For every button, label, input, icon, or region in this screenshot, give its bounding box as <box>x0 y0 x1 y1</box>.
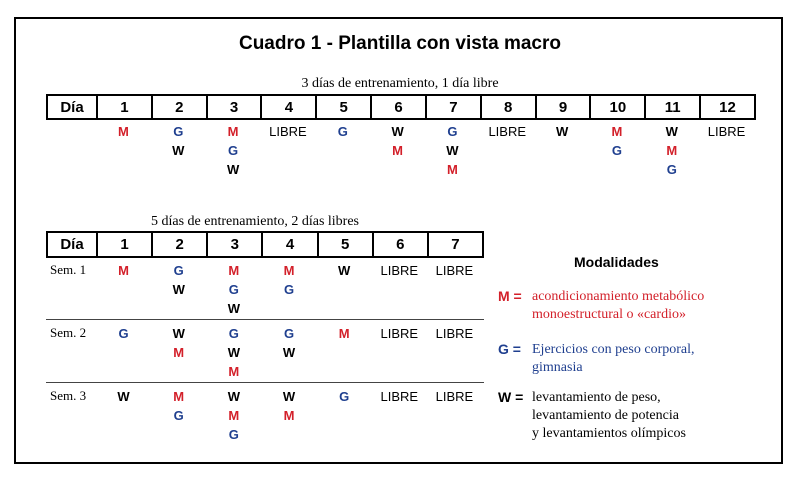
legend-text <box>532 288 704 324</box>
table2-day-1: 1 <box>96 233 151 256</box>
table2-mark: W <box>227 345 240 360</box>
table2-mark: G <box>118 326 129 341</box>
table2-subtitle: 5 días de entrenamiento, 2 días libres <box>151 214 359 229</box>
table1-mark: W <box>226 162 240 177</box>
week-separator <box>46 382 484 383</box>
table2-header <box>46 231 484 258</box>
week-label: Sem. 1 <box>50 262 87 277</box>
table1-day-11: 11 <box>644 96 699 118</box>
legend-line: y levantamientos olímpicos <box>532 426 686 441</box>
table1-mark: G <box>173 124 184 139</box>
table1-mark: G <box>666 162 677 177</box>
legend-line: acondicionamiento metabólico <box>532 289 705 304</box>
table1-day-4: 4 <box>260 96 315 118</box>
table2-mark: M <box>228 408 240 423</box>
table2-mark: M <box>338 326 350 341</box>
table2-mark: M <box>173 389 185 404</box>
table2-mark: LIBRE <box>435 326 474 341</box>
table1-mark: W <box>172 143 185 158</box>
table1-mark: M <box>117 124 129 139</box>
table1-mark: LIBRE <box>707 124 746 139</box>
table1-mark: M <box>446 162 458 177</box>
table2-mark: M <box>228 263 240 278</box>
table2-mark: G <box>283 282 295 297</box>
table1-day-10: 10 <box>589 96 644 118</box>
table2-mark: W <box>227 389 240 404</box>
table2-day-4: 4 <box>261 233 316 256</box>
week-separator <box>46 319 484 320</box>
week-label: Sem. 2 <box>50 325 87 340</box>
legend-text <box>532 389 686 443</box>
table2-mark: G <box>228 282 239 297</box>
table1-header-label: Día <box>60 98 84 116</box>
week-label: Sem. 3 <box>50 388 87 403</box>
table1-subtitle: 3 días de entrenamiento, 1 día libre <box>301 76 499 91</box>
table1-day-7: 7 <box>425 96 480 118</box>
legend-item <box>498 389 686 443</box>
table1-mark: M <box>227 124 239 139</box>
table1-mark: G <box>337 124 348 139</box>
table2-mark: W <box>227 301 240 316</box>
legend-text <box>532 341 695 377</box>
table1-day-8: 8 <box>480 96 535 118</box>
table1-mark: M <box>611 124 623 139</box>
table2-header-label: Día <box>60 236 84 253</box>
legend-key: M = <box>498 288 522 304</box>
table1-mark: W <box>446 143 459 158</box>
table2-mark: LIBRE <box>435 389 474 404</box>
table2-mark: LIBRE <box>435 263 474 278</box>
legend-item <box>498 341 695 377</box>
table2-mark: G <box>339 389 350 404</box>
table2-mark: M <box>283 263 295 278</box>
legend-line: gimnasia <box>532 360 583 375</box>
legend-key: G = <box>498 341 521 357</box>
table1-mark: LIBRE <box>269 124 307 139</box>
legend-line: levantamiento de potencia <box>532 408 679 423</box>
table1-day-6: 6 <box>370 96 425 118</box>
table2-mark: G <box>283 326 295 341</box>
table1-day-3: 3 <box>206 96 261 118</box>
table2-mark: W <box>172 326 185 341</box>
table1-mark: LIBRE <box>488 124 527 139</box>
table1-day-5: 5 <box>315 96 370 118</box>
table1-mark: M <box>392 143 403 158</box>
table2-mark: LIBRE <box>380 389 419 404</box>
table1-mark: G <box>447 124 458 139</box>
table2-day-5: 5 <box>317 233 372 256</box>
table1-header <box>46 94 756 120</box>
table2-day-6: 6 <box>372 233 427 256</box>
table2-mark: M <box>173 345 185 360</box>
table1-mark: W <box>665 124 678 139</box>
table2-mark: W <box>282 345 296 360</box>
table2-mark: LIBRE <box>380 263 419 278</box>
table1-mark: W <box>555 124 569 139</box>
table1-mark: G <box>228 143 239 158</box>
table2-mark: M <box>283 408 295 423</box>
legend-key: W = <box>498 389 524 405</box>
table2-day-2: 2 <box>151 233 206 256</box>
table2-day-3: 3 <box>206 233 261 256</box>
table2-mark: M <box>118 263 129 278</box>
legend-line: Ejercicios con peso corporal, <box>532 342 695 357</box>
table2-mark: G <box>228 326 239 341</box>
table2-mark: W <box>338 263 351 278</box>
table1-day-9: 9 <box>535 96 590 118</box>
table2-day-7: 7 <box>427 233 482 256</box>
table1-day-12: 12 <box>699 96 754 118</box>
legend-item <box>498 288 704 324</box>
table1-mark: M <box>666 143 678 158</box>
table2-mark: W <box>282 389 296 404</box>
table1-day-1: 1 <box>96 96 151 118</box>
legend-line: levantamiento de peso, <box>532 390 661 405</box>
table2-mark: W <box>172 282 185 297</box>
table2-mark: G <box>173 408 184 423</box>
legend-title: Modalidades <box>574 254 659 270</box>
table1-mark: W <box>391 124 404 139</box>
table2-mark: LIBRE <box>380 326 419 341</box>
table1-mark: G <box>611 143 622 158</box>
legend-line: monoestructural o «cardio» <box>532 307 686 322</box>
table2-mark: G <box>173 263 184 278</box>
table2-mark: G <box>228 427 239 442</box>
page-title: Cuadro 1 - Plantilla con vista macro <box>238 33 562 54</box>
table2-mark: W <box>117 389 130 404</box>
table1-day-2: 2 <box>151 96 206 118</box>
table2-mark: M <box>228 364 240 379</box>
